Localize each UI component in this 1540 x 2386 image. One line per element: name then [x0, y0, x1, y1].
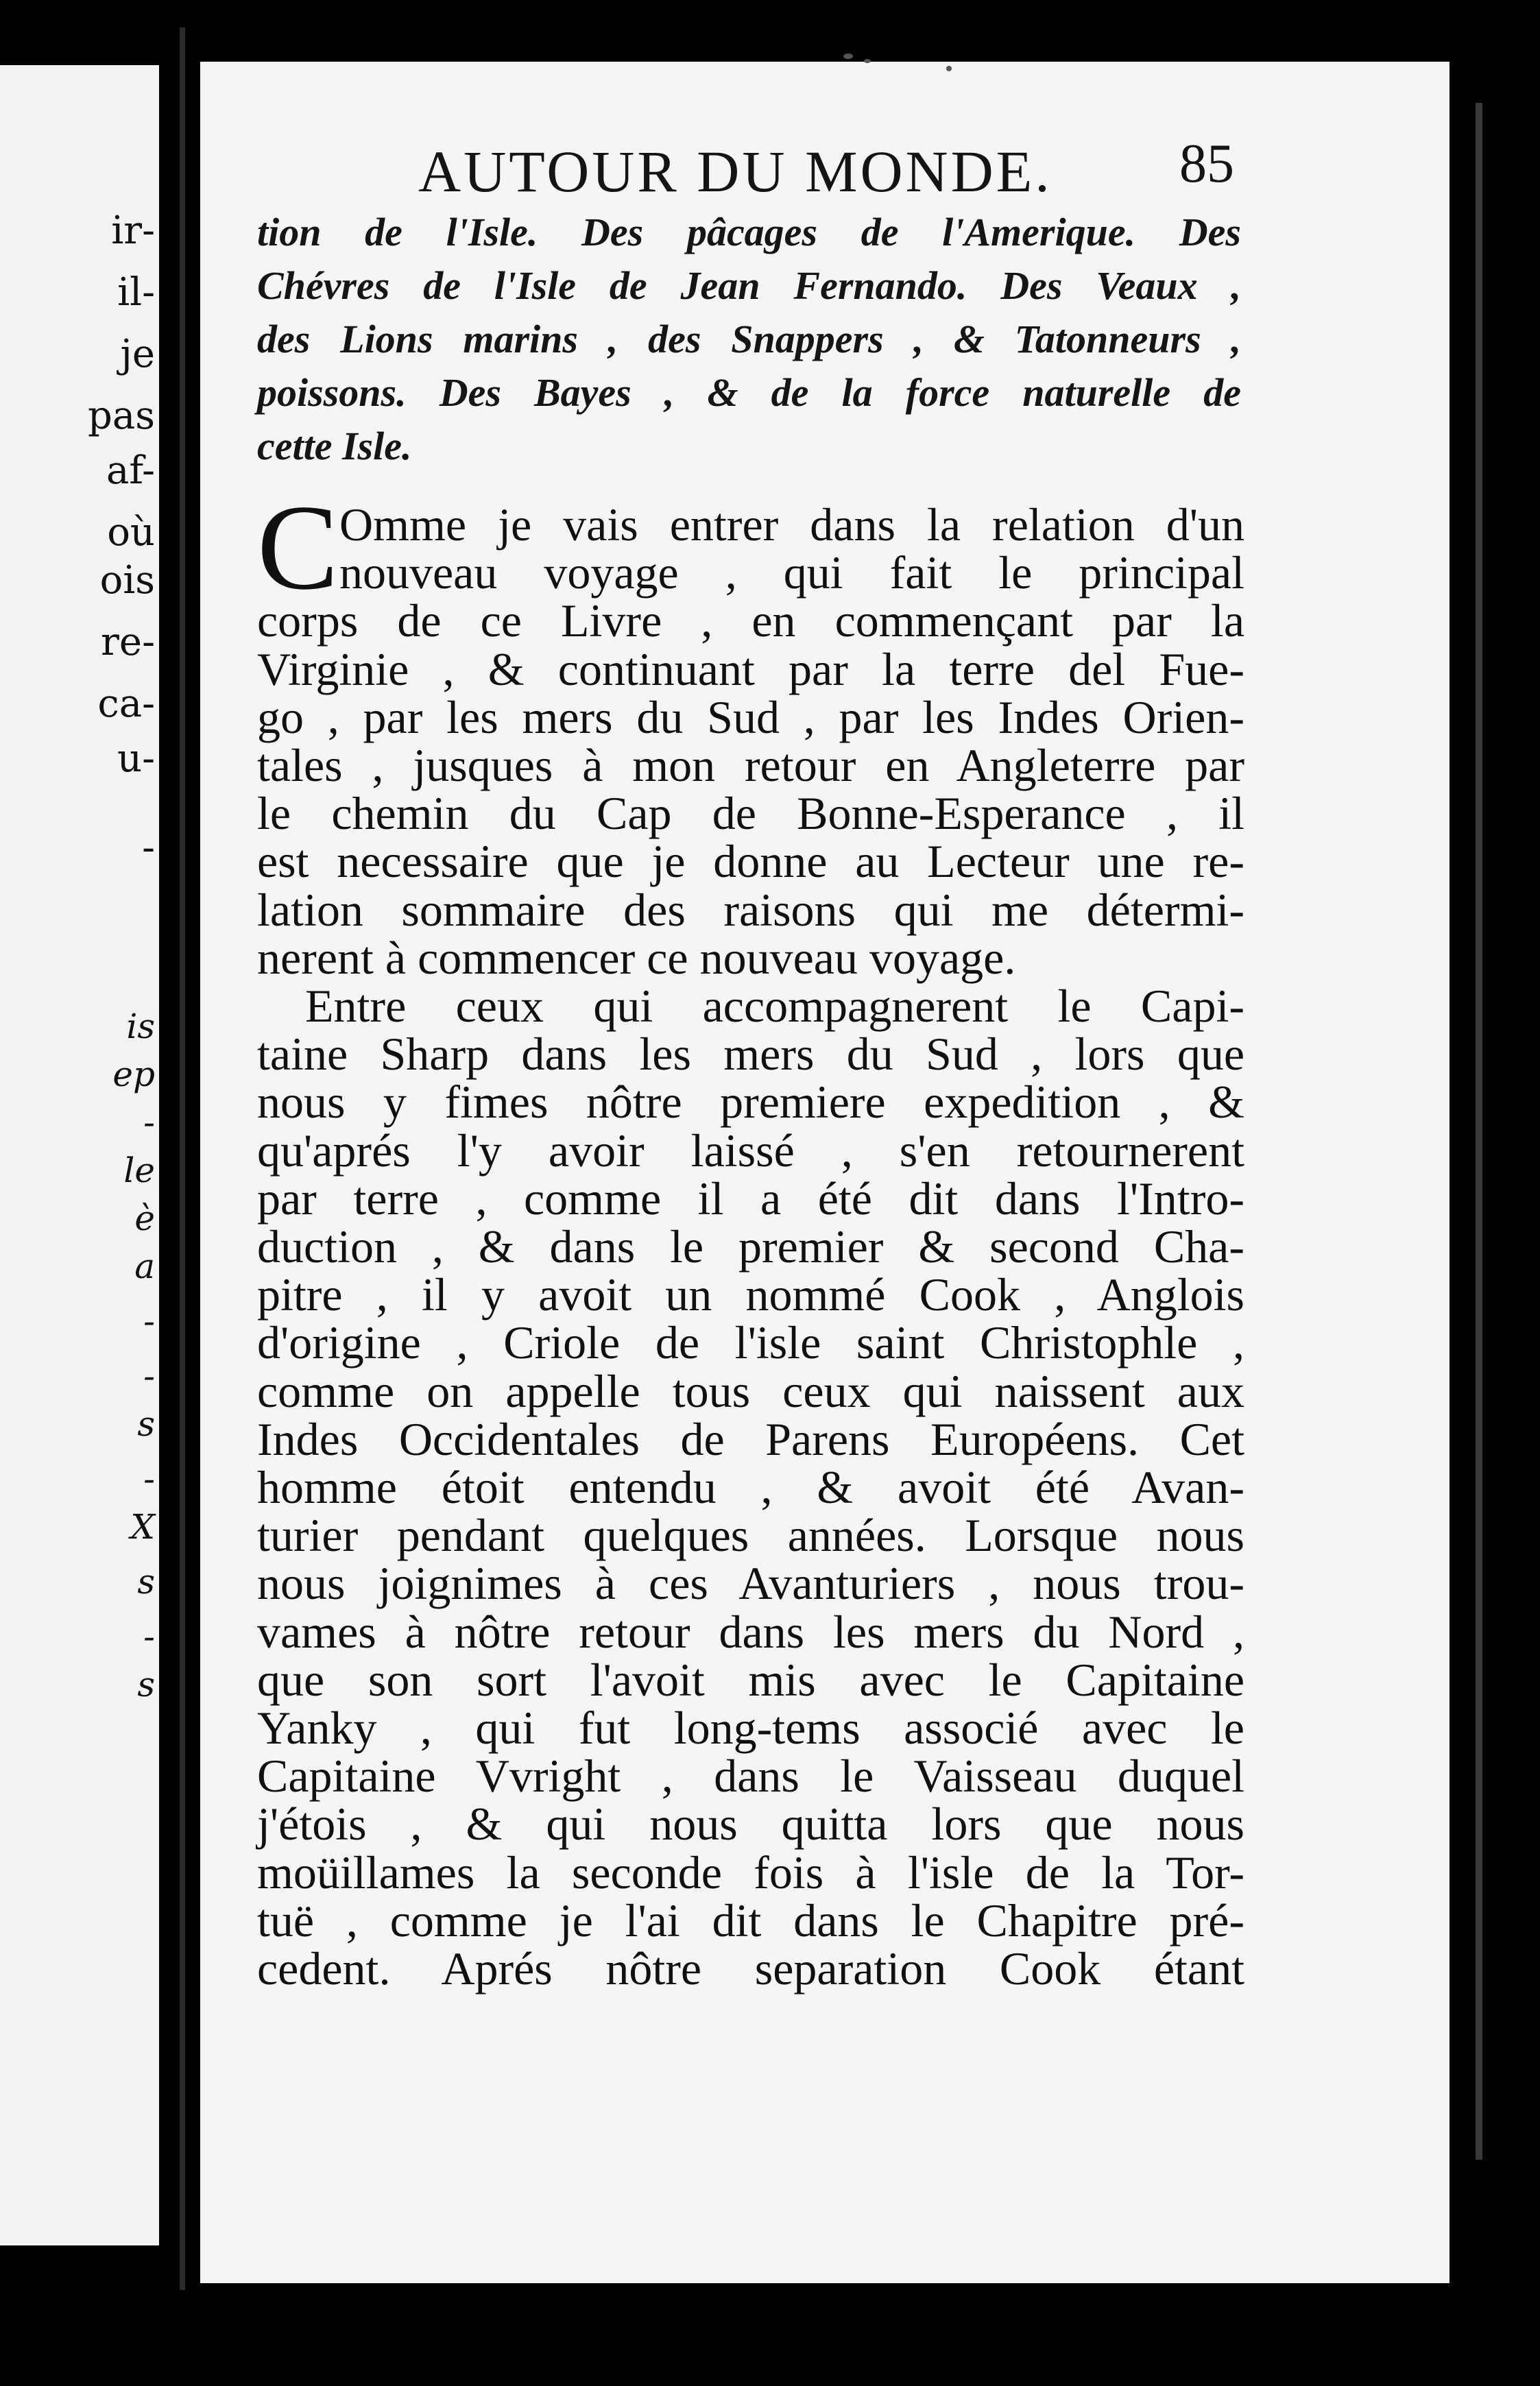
body-line: nouveau voyage , qui fait le principal [339, 546, 1244, 599]
left-page-fragment: - [143, 1301, 155, 1341]
page-edge-shadow [1449, 0, 1540, 2386]
body-line: nerent à commencer ce nouveau voyage. [257, 931, 1016, 984]
left-facing-page [0, 65, 159, 2245]
body-line: taine Sharp dans les mers du Sud , lors que [257, 1028, 1244, 1081]
summary-line: tion de l'Isle. Des pâcages de l'Amerique. Des [257, 210, 1241, 254]
left-page-fragment: - [143, 1356, 155, 1396]
body-line: Capitaine Vvright , dans le Vaisseau duquel [257, 1750, 1244, 1803]
body-line: lation sommaire des raisons qui me détermi- [257, 883, 1244, 936]
body-line: j'étois , & qui nous quitta lors que nous [257, 1798, 1244, 1851]
left-page-fragment: - [143, 1102, 155, 1142]
body-line: Omme je vais entrer dans la relation d'un [339, 498, 1244, 551]
body-line: cedent. Aprés nôtre separation Cook étant [257, 1942, 1244, 1995]
left-page-fragment: ois [99, 558, 155, 603]
left-page-fragment: pas [88, 394, 155, 438]
summary-line: Chévres de l'Isle de Jean Fernando. Des Veaux , [257, 263, 1241, 308]
body-line: Entre ceux qui accompagnerent le Capi- [305, 980, 1244, 1033]
ink-speck [864, 59, 871, 63]
body-line: corps de ce Livre , en commençant par la [257, 594, 1244, 647]
ink-speck [843, 53, 853, 59]
body-line: duction , & dans le premier & second Cha- [257, 1220, 1244, 1273]
summary-line: des Lions marins , des Snappers , & Tatonneurs , [257, 317, 1241, 361]
body-line: Virginie , & continuant par la terre del Fue- [257, 642, 1244, 695]
left-page-fragment: le [123, 1150, 155, 1190]
chapter-summary [257, 206, 1241, 473]
left-page-fragment: - [143, 1617, 155, 1656]
left-page-fragment: re- [101, 620, 155, 664]
drop-cap: C [257, 479, 339, 615]
left-page-fragment: s [137, 1665, 155, 1704]
body-line: qu'aprés l'y avoir laissé , s'en retournerent [257, 1124, 1244, 1177]
body-line: Yanky , qui fut long-tems associé avec le [257, 1702, 1244, 1755]
body-line: le chemin du Cap de Bonne-Esperance , il [257, 787, 1244, 840]
body-line: pitre , il y avoit un nommé Cook , Anglois [257, 1268, 1244, 1321]
body-line: moüillames la seconde fois à l'isle de la Tor- [257, 1846, 1244, 1899]
left-page-fragment: ir- [111, 208, 155, 253]
body-line: homme étoit entendu , & avoit été Avan- [257, 1461, 1244, 1514]
body-line: comme on appelle tous ceux qui naissent aux [257, 1364, 1244, 1417]
body-line: d'origine , Criole de l'isle saint Christophle , [257, 1316, 1244, 1369]
body-line: nous joignimes à ces Avanturiers , nous trou- [257, 1557, 1244, 1610]
left-page-fragment: - [142, 826, 155, 870]
left-page-fragment: è [134, 1198, 155, 1238]
body-line: que son sort l'avoit mis avec le Capitaine [257, 1653, 1244, 1706]
left-page-fragment: ep [112, 1055, 155, 1094]
left-page-fragment: ca- [97, 682, 155, 726]
summary-line: cette Isle. [257, 424, 412, 468]
left-page-fragment: il- [117, 270, 155, 315]
body-line: nous y fimes nôtre premiere expedition , & [257, 1076, 1244, 1129]
left-page-fragment: is [126, 1007, 155, 1046]
page-header [219, 134, 1248, 213]
left-page-fragment: X [130, 1507, 155, 1547]
summary-line: poissons. Des Bayes , & de la force naturelle de [257, 370, 1241, 415]
left-page-fragment: a [134, 1246, 155, 1286]
left-page-fragment: s [137, 1404, 155, 1444]
body-line: vames à nôtre retour dans les mers du Nord , [257, 1605, 1244, 1658]
ink-speck [946, 66, 952, 71]
left-page-fragment: u- [117, 736, 155, 781]
body-line: tuë , comme je l'ai dit dans le Chapitre pré- [257, 1894, 1244, 1947]
page-number: 85 [1179, 134, 1234, 194]
body-text [257, 498, 1244, 1995]
body-line: Indes Occidentales de Parens Européens. Cet [257, 1412, 1244, 1465]
gutter-shadow [180, 27, 185, 2290]
body-line: turier pendant quelques années. Lorsque nous [257, 1509, 1244, 1562]
body-line: go , par les mers du Sud , par les Indes Orien- [257, 690, 1244, 743]
body-line: tales , jusques à mon retour en Angleterre par [257, 739, 1244, 792]
left-page-fragment: af- [106, 448, 155, 493]
left-page-fragment: je [120, 332, 155, 376]
left-page-fragment: - [143, 1459, 155, 1499]
running-head: AUTOUR DU MONDE. [418, 138, 1052, 204]
left-page-fragment: où [107, 510, 155, 555]
body-line: par terre , comme il a été dit dans l'Intro- [257, 1172, 1244, 1225]
body-line: est necessaire que je donne au Lecteur une re- [257, 835, 1244, 888]
left-page-fragment: s [137, 1562, 155, 1602]
page-edge-strip [1476, 103, 1482, 2160]
